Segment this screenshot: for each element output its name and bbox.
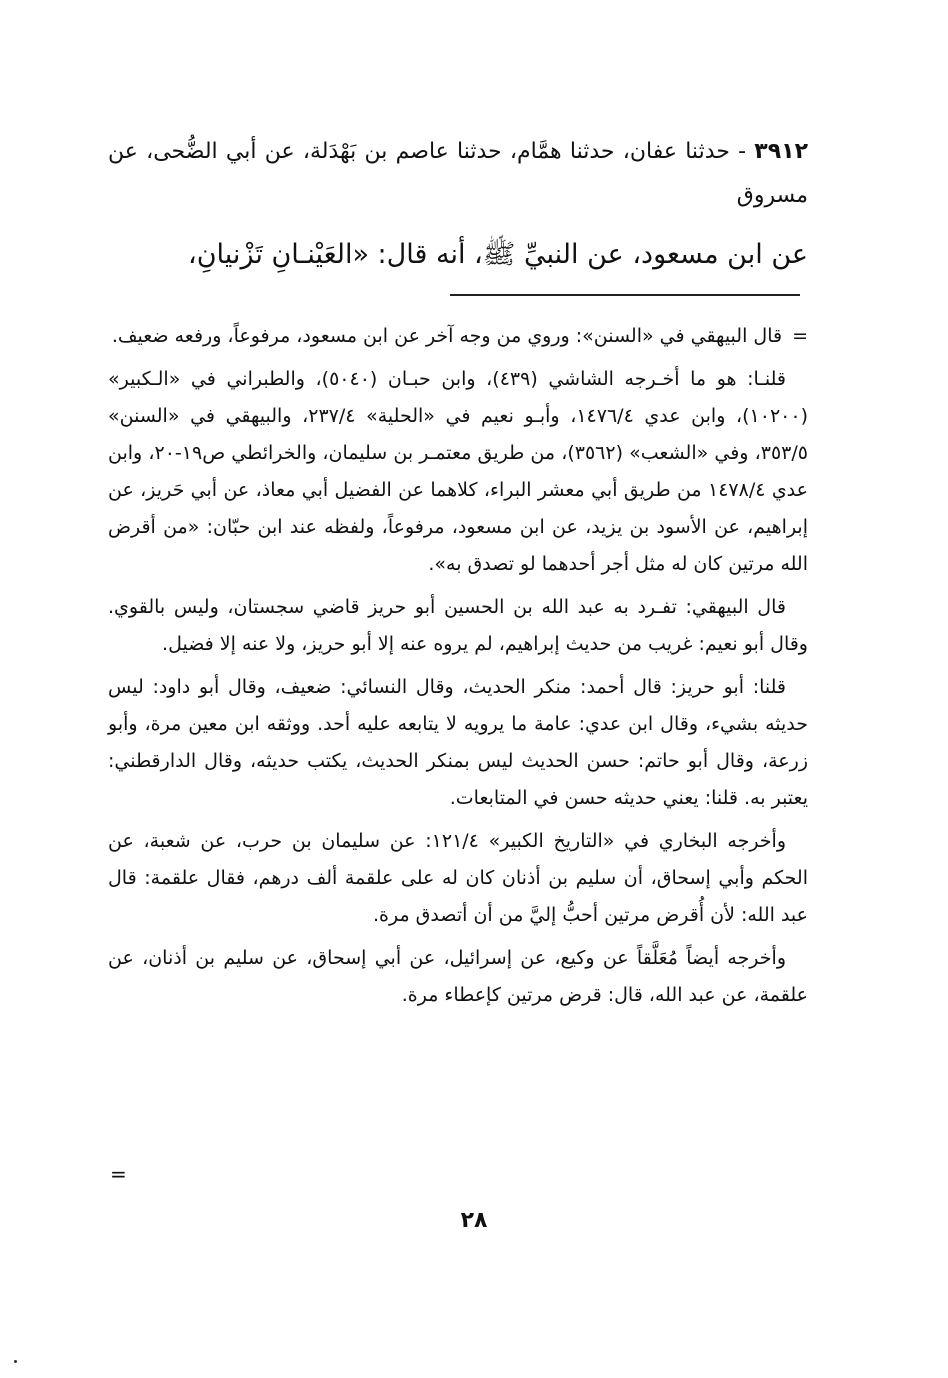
scan-speck [14,1360,17,1363]
footnote-paragraph-6: وأخرجه أيضاً مُعَلَّقاً عن وكيع، عن إسرائيل، عن أبي إسحاق، عن سليم بن أذنان، عن علقمة، عن عبد الله، قال: قرض مرتين كإعطاء مرة. [108,947,808,1006]
hadith-isnad-text: - حدثنا عفان، حدثنا همَّام، حدثنا عاصم بن بَهْدَلة، عن أبي الضُّحى، عن مسروق [108,139,808,208]
footnote-paragraph-5: وأخرجه البخاري في «التاريخ الكبير» ١٢١/٤: عن سليمان بن حرب، عن شعبة، عن الحكم وأبي إسحاق، أن سليم بن أذنان كان له على علقمة ألف درهم، فقال علقمة: قال عبد الله: لأن أُقرض مرتين أحبُّ إليَّ من أن أتصدق مرة. [108,830,808,926]
footnote-separator [450,294,800,296]
page-number: ٢٨ [460,1208,488,1233]
footnotes [108,318,808,1020]
hadith-isnad [108,130,808,218]
continuation-mark: = [792,325,808,347]
footnote-paragraph-4: قلنا: أبو حريز: قال أحمد: منكر الحديث، وقال النسائي: ضعيف، وقال أبو داود: ليس حديثه بشيء، وقال ابن عدي: عامة ما يرويه لا يتابعه عليه أحد. ووثقه ابن معين مرة، وأبو زرعة، وقال أبو حاتم: حسن الحديث ليس بمنكر الحديث، يكتب حديثه، وقال الدارقطني: يعتبر به. قلنا: يعني حديثه حسن في المتابعات. [108,676,808,809]
hadith-matn: عن ابن مسعود، عن النبيِّ ﷺ، أنه قال: «العَيْنـانِ تَزْنيانِ، [188,239,808,270]
footnote-paragraph-2: قلنـا: هو ما أخـرجه الشاشي (٤٣٩)، وابن حبـان (٥٠٤٠)، والطبراني في «الـكبير» (١٠٢٠٠)، وابن عدي ١٤٧٦/٤، وأبـو نعيم في «الحلية» ٢٣٧/٤، والبيهقي في «السنن» ٣٥٣/٥، وفي «الشعب» (٣٥٦٢)، من طريق معتمـر بن سليمان، والخرائطي ص١٩-٢٠، وابن عدي ١٤٧٨/٤ من طريق أبي معشر البراء، كلاهما عن الفضيل أبي معاذ، عن أبي حَريز، عن إبراهيم، عن الأسود بن يزيد، عن ابن مسعود، مرفوعاً، ولفظه عند ابن حبّان: «من أقرض الله مرتين كان له مثل أجر أحدهما لو تصدق به». [108,368,808,575]
footnote-paragraph-1: =قال البيهقي في «السنن»: وروي من وجه آخر عن ابن مسعود، مرفوعاً، ورفعه ضعيف. [108,318,808,355]
hadith-number: ٣٩١٢ [754,139,808,164]
footnote-paragraph-3: قال البيهقي: تفـرد به عبد الله بن الحسين أبو حريز قاضي سجستان، وليس بالقوي. وقال أبو نعيم: غريب من حديث إبراهيم، لم يروه عنه إلا أبو حريز، ولا عنه إلا فضيل. [108,596,808,655]
end-continuation-mark: = [110,1162,127,1186]
